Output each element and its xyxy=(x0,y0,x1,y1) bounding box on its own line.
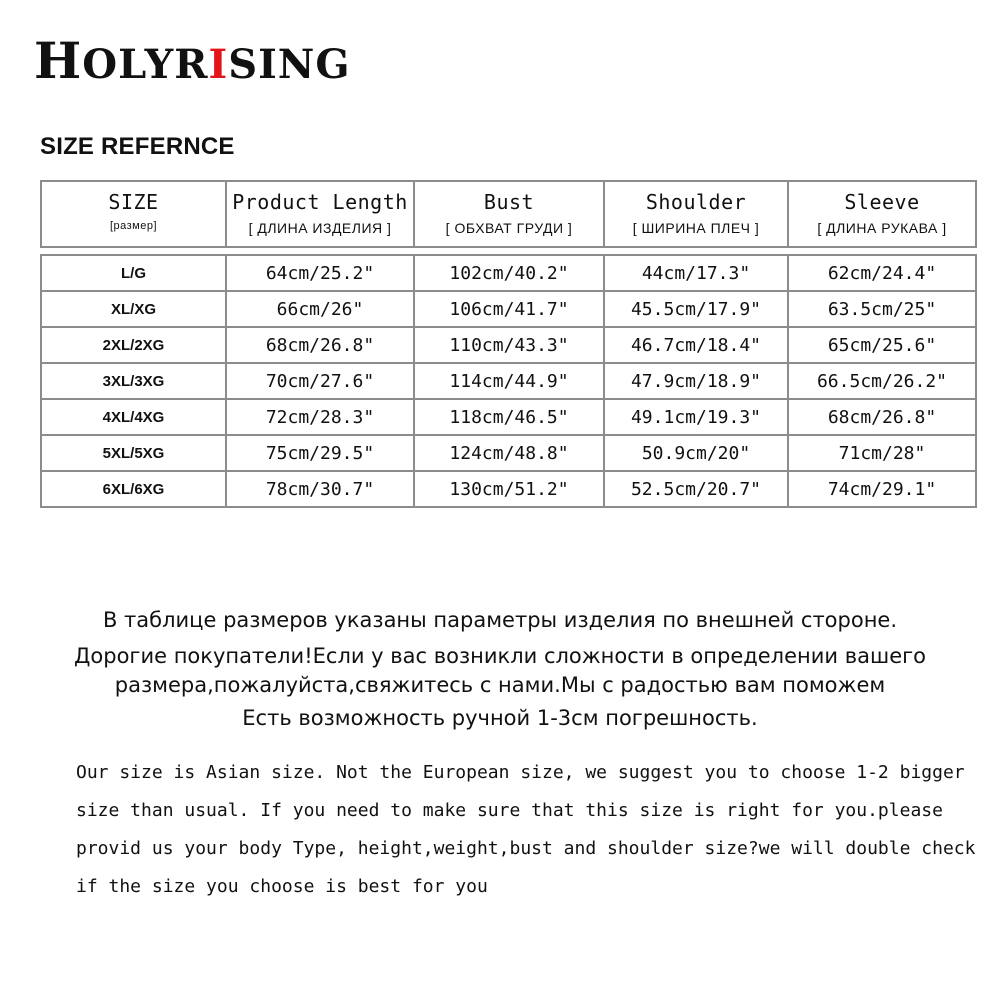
shoulder-cell: 45.5cm/17.9" xyxy=(604,291,788,327)
length-cell: 64cm/25.2" xyxy=(226,255,414,291)
table-row xyxy=(41,291,976,327)
length-cell: 70cm/27.6" xyxy=(226,363,414,399)
header-bust-sublabel: [ ОБХВАТ ГРУДИ ] xyxy=(445,220,573,236)
header-bust xyxy=(414,181,604,247)
table-row xyxy=(41,435,976,471)
bust-cell: 110cm/43.3" xyxy=(414,327,604,363)
size-cell: 5XL/5XG xyxy=(41,435,226,471)
header-length-label: Product Length xyxy=(232,190,408,214)
header-size xyxy=(41,181,226,247)
english-note-line: Our size is Asian size. Not the European size, we suggest you to choose 1-2 bigger xyxy=(76,762,965,783)
sleeve-cell: 68cm/26.8" xyxy=(788,399,976,435)
bust-cell: 124cm/48.8" xyxy=(414,435,604,471)
sleeve-cell: 74cm/29.1" xyxy=(788,471,976,507)
russian-note-line: размера,пожалуйста,свяжитесь с нами.Мы с радостью вам поможем xyxy=(114,673,886,697)
sleeve-cell: 62cm/24.4" xyxy=(788,255,976,291)
header-bust-label: Bust xyxy=(483,190,535,214)
bust-cell: 106cm/41.7" xyxy=(414,291,604,327)
russian-note-line: Есть возможность ручной 1-3см погрешность. xyxy=(242,706,758,730)
sleeve-cell: 65cm/25.6" xyxy=(788,327,976,363)
shoulder-cell: 52.5cm/20.7" xyxy=(604,471,788,507)
logo-first-letter: H xyxy=(34,31,83,90)
size-table xyxy=(40,180,977,508)
size-cell: 3XL/3XG xyxy=(41,363,226,399)
english-note-line: size than usual. If you need to make sure that this size is right for you.please xyxy=(76,800,943,821)
table-row xyxy=(41,327,976,363)
shoulder-cell: 49.1cm/19.3" xyxy=(604,399,788,435)
size-cell: XL/XG xyxy=(41,291,226,327)
header-shoulder xyxy=(604,181,788,247)
table-header-row xyxy=(41,181,976,247)
russian-note-line: Дорогие покупатели!Если у вас возникли сложности в определении вашего xyxy=(73,644,926,668)
shoulder-cell: 47.9cm/18.9" xyxy=(604,363,788,399)
length-cell: 66cm/26" xyxy=(226,291,414,327)
sleeve-cell: 66.5cm/26.2" xyxy=(788,363,976,399)
table-row xyxy=(41,255,976,291)
size-cell: 2XL/2XG xyxy=(41,327,226,363)
header-shoulder-sublabel: [ ШИРИНА ПЛЕЧ ] xyxy=(632,220,760,236)
logo-text-part2: SING xyxy=(228,41,351,88)
shoulder-cell: 46.7cm/18.4" xyxy=(604,327,788,363)
table-spacer-row xyxy=(41,247,976,255)
sleeve-cell: 63.5cm/25" xyxy=(788,291,976,327)
russian-note-line: В таблице размеров указаны параметры изделия по внешней стороне. xyxy=(102,608,898,632)
table-row xyxy=(41,363,976,399)
bust-cell: 114cm/44.9" xyxy=(414,363,604,399)
logo-text-part1: OLYR xyxy=(82,41,209,88)
header-length-sublabel: [ ДЛИНА ИЗДЕЛИЯ ] xyxy=(248,220,392,236)
header-shoulder-label: Shoulder xyxy=(645,190,747,214)
sleeve-cell: 71cm/28" xyxy=(788,435,976,471)
header-sleeve xyxy=(788,181,976,247)
spacer-cell xyxy=(41,247,976,255)
length-cell: 78cm/30.7" xyxy=(226,471,414,507)
section-title: SIZE REFERNCE xyxy=(40,133,235,160)
length-cell: 68cm/26.8" xyxy=(226,327,414,363)
table-row xyxy=(41,399,976,435)
size-cell: 6XL/6XG xyxy=(41,471,226,507)
header-length xyxy=(226,181,414,247)
table-row xyxy=(41,471,976,507)
header-size-label: SIZE xyxy=(108,190,159,214)
brand-logo xyxy=(34,31,351,90)
shoulder-cell: 50.9cm/20" xyxy=(604,435,788,471)
header-sleeve-sublabel: [ ДЛИНА РУКАВА ] xyxy=(817,220,947,236)
length-cell: 72cm/28.3" xyxy=(226,399,414,435)
bust-cell: 102cm/40.2" xyxy=(414,255,604,291)
size-cell: 4XL/4XG xyxy=(41,399,226,435)
bust-cell: 118cm/46.5" xyxy=(414,399,604,435)
length-cell: 75cm/29.5" xyxy=(226,435,414,471)
header-size-sublabel: [размер] xyxy=(109,220,158,232)
size-cell: L/G xyxy=(41,255,226,291)
english-note-line: if the size you choose is best for you xyxy=(76,876,488,897)
logo-accent-letter: I xyxy=(208,41,229,88)
bust-cell: 130cm/51.2" xyxy=(414,471,604,507)
header-sleeve-label: Sleeve xyxy=(844,190,920,214)
english-note-line: provid us your body Type, height,weight,bust and shoulder size?we will double check xyxy=(76,838,976,859)
shoulder-cell: 44cm/17.3" xyxy=(604,255,788,291)
